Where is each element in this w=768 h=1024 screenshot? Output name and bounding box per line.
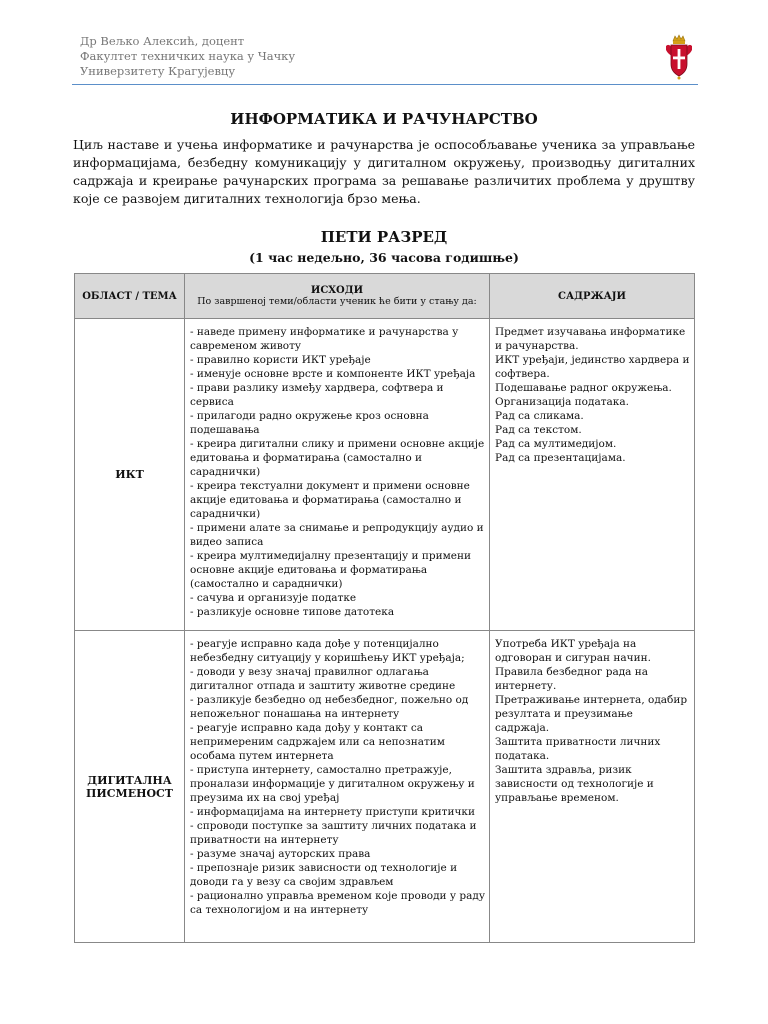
- grade-heading: ПЕТИ РАЗРЕД: [320, 228, 448, 246]
- content-item: Правила безбедног рада на интернету.: [495, 666, 649, 692]
- outcome-item: - именује основне врсте и компоненте ИКТ уређаја: [190, 368, 476, 380]
- outcome-item: - приступа интернету, самостално претражује, проналази информације у дигиталном окружењу и преузима их на свој уређај: [190, 764, 475, 804]
- content-cell: [490, 631, 695, 943]
- hours-subheading: (1 час недељно, 36 часова годишње): [249, 250, 519, 265]
- outcome-item: - реагује исправно када дођу у контакт са непримереним садржајем или са непознатим особама путем интернета: [190, 722, 445, 762]
- content-item: Заштита приватности личних података.: [495, 736, 661, 762]
- intro-paragraph: Циљ наставе и учења информатике и рачунарства је оспособљавање ученика за управљање информацијама, безбедну комуникацију у дигиталном окружењу, производњу дигиталних садржаја и креирање рачунарских програма за решавање различитих проблема у друштву које се развојем дигиталних технологија брзо мења.: [73, 137, 695, 206]
- outcome-item: - спроводи поступке за заштиту личних података и приватности на интернету: [190, 820, 477, 846]
- table-header-row: [75, 274, 695, 319]
- table-row: [75, 631, 695, 943]
- outcome-item: - креира дигитални слику и примени основне акције едитовања и форматирања (самостално и сараднички): [190, 438, 485, 478]
- outcomes-cell: [185, 319, 490, 631]
- header-outcomes: [185, 274, 490, 319]
- outcome-item: - разликује безбедно од небезбедног, пожељно од непожељног понашања на интернету: [190, 694, 469, 720]
- outcome-item: - прилагоди радно окружење кроз основна подешавања: [190, 410, 429, 436]
- document-title: ИНФОРМАТИКА И РАЧУНАРСТВО: [230, 110, 538, 128]
- area-cell: ДИГИТАЛНА ПИСМЕНОСТ: [75, 631, 185, 943]
- curriculum-table: [74, 273, 695, 943]
- area-cell: ИКТ: [75, 319, 185, 631]
- author-line: Др Вељко Алексић, доцент: [80, 34, 245, 48]
- content-item: Организација података.: [495, 396, 629, 408]
- outcome-item: - наведе примену информатике и рачунарства у савременом животу: [190, 326, 459, 352]
- header-outcomes-sub: По завршеној теми/области ученик ће бити у стању да:: [197, 296, 477, 307]
- header-content: САДРЖАЈИ: [490, 274, 695, 319]
- author-info: [80, 34, 700, 79]
- header-outcomes-label: ИСХОДИ: [310, 285, 364, 296]
- content-item: ИКТ уређаји, јединство хардвера и софтвера.: [495, 354, 690, 380]
- university-line: Универзитету Крагујевцу: [80, 64, 236, 78]
- outcome-item: - разликује основне типове датотека: [190, 606, 395, 618]
- content-item: Рад са сликама.: [495, 410, 584, 422]
- outcome-item: - креира мултимедијалну презентацију и примени основне акције едитовања и форматирања (самостално и сараднички): [190, 550, 471, 590]
- content-item: Рад са презентацијама.: [495, 452, 626, 464]
- content-cell: [490, 319, 695, 631]
- content-item: Рад са мултимедијом.: [495, 438, 617, 450]
- content-item: Рад са текстом.: [495, 424, 582, 436]
- outcome-item: - примени алате за снимање и репродукцију аудио и видео записа: [190, 522, 484, 548]
- outcome-item: - креира текстуални документ и примени основне акције едитовања и форматирања (самостално и сараднички): [190, 480, 470, 520]
- header-divider: [72, 84, 698, 85]
- content-item: Подешавање радног окружења.: [495, 382, 672, 394]
- content-item: Предмет изучавања информатике и рачунарства.: [495, 326, 686, 352]
- outcomes-cell: [185, 631, 490, 943]
- outcome-item: - прави разлику између хардвера, софтвера и сервиса: [190, 382, 444, 408]
- outcome-item: - препознаје ризик зависности од технологије и доводи га у везу са својим здрављем: [190, 862, 458, 888]
- outcome-item: - информацијама на интернету приступи критички: [190, 806, 475, 818]
- document-header: [80, 34, 700, 84]
- coat-of-arms-icon: [664, 32, 694, 80]
- content-item: Употреба ИКТ уређаја на одговоран и сигуран начин.: [495, 638, 651, 664]
- outcome-item: - разуме значај ауторских права: [190, 848, 371, 860]
- header-area: ОБЛАСТ / ТЕМА: [75, 274, 185, 319]
- outcome-item: - доводи у везу значај правилног одлагања дигиталног отпада и заштиту животне средине: [190, 666, 456, 692]
- outcome-item: - реагује исправно када дође у потенцијално небезбедну ситуацију у коришћењу ИКТ уређаја;: [190, 638, 465, 664]
- outcome-item: - сачува и организује податке: [190, 592, 357, 604]
- outcome-item: - правилно користи ИКТ уређаје: [190, 354, 371, 366]
- outcome-item: - рационално управља временом које проводи у раду са технологијом и на интернету: [190, 890, 486, 916]
- faculty-line: Факултет техничких наука у Чачку: [80, 49, 296, 63]
- table-row: [75, 319, 695, 631]
- content-item: Претраживање интернета, одабир резултата и преузимање садржаја.: [495, 694, 688, 734]
- content-item: Заштита здравља, ризик зависности од технологије и управљање временом.: [495, 764, 654, 804]
